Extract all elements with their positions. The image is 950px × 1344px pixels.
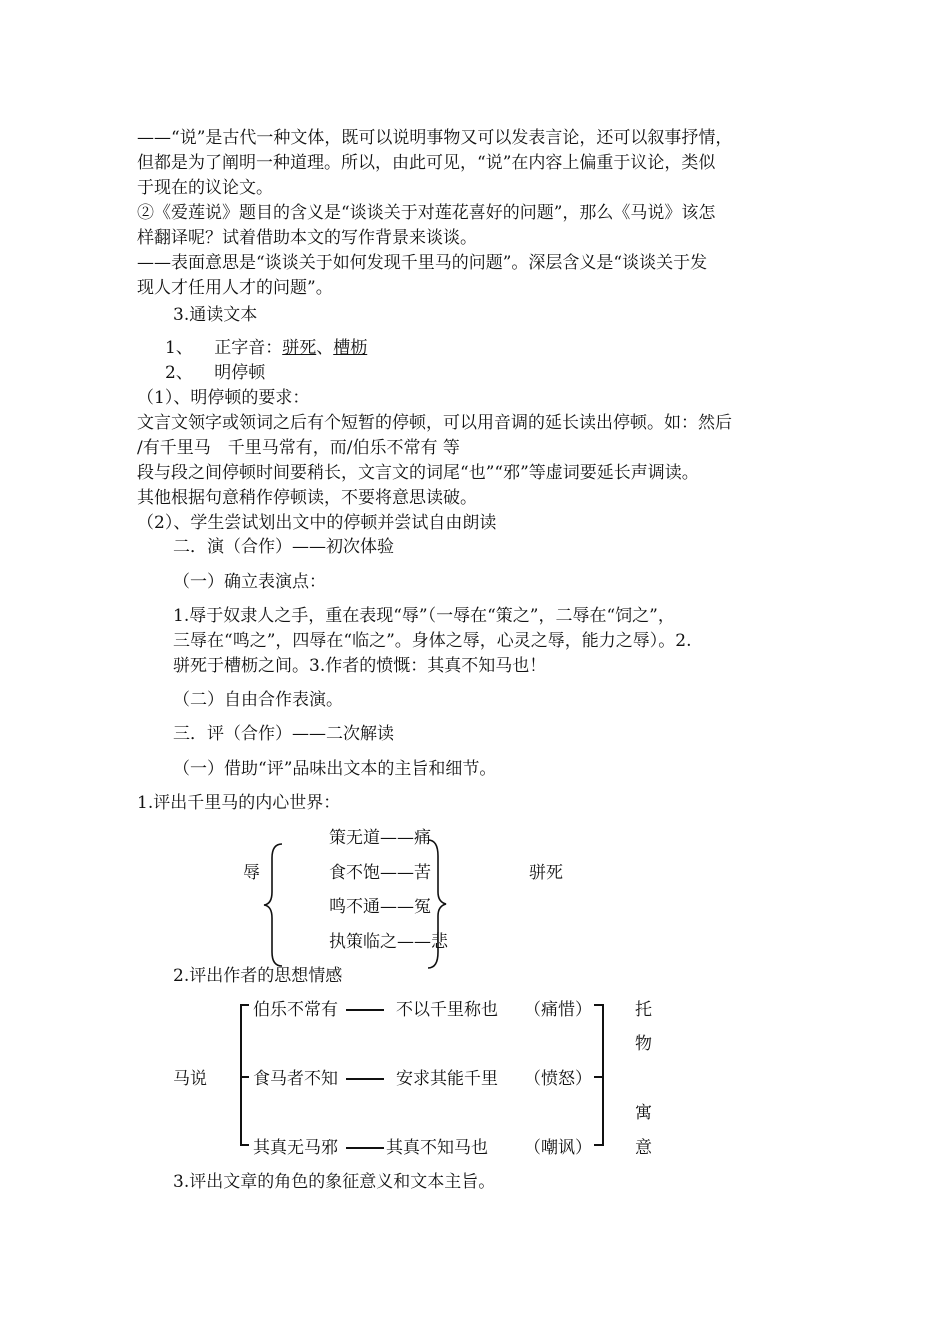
paragraph-line: 1.评出千里马的内心世界： [137, 793, 341, 813]
paragraph-line: 文言文领字或领词之后有个短暂的停顿，可以用音调的延长读出停顿。如：然后 [137, 413, 732, 433]
bracket-tick [240, 1144, 249, 1146]
subsection-heading: （一）确立表演点： [173, 572, 326, 592]
paragraph-line: 其他根据句意稍作停顿读，不要将意思读破。 [137, 488, 477, 508]
list-number: 1、 [165, 338, 193, 358]
diagram-left-label: 辱 [243, 863, 260, 883]
paragraph-line: （1）、明停顿的要求： [137, 388, 310, 408]
connector-line [346, 1147, 384, 1149]
diagram-item: 执策临之——悲 [329, 932, 448, 952]
bracket-tick [594, 1076, 604, 1078]
paragraph-line: ——“说”是古代一种文体，既可以说明事物又可以发表言论，还可以叙事抒情， [137, 128, 733, 148]
paragraph-line: ②《爱莲说》题目的含义是“谈谈关于对莲花喜好的问题”，那么《马说》该怎 [137, 203, 716, 223]
paragraph-line: 现人才任用人才的问题”。 [137, 278, 333, 298]
right-bracket [602, 1004, 604, 1146]
paragraph-line: 样翻译呢？试着借助本文的写作背景来谈谈。 [137, 228, 477, 248]
underlined-word: 槽枥 [333, 338, 368, 358]
paragraph-line: /有千里马 千里马常有，而/伯乐不常有 等 [137, 438, 460, 458]
paragraph-line: 于现在的议论文。 [137, 178, 273, 198]
diagram-item: 策无道——痛 [329, 828, 431, 848]
left-brace-icon [262, 842, 284, 968]
list-label: 正字音： [214, 338, 283, 358]
bracket-tick [594, 1144, 604, 1146]
paragraph-line: 三辱在“鸣之”，四辱在“临之”。身体之辱，心灵之辱，能力之辱）。2. [173, 631, 692, 651]
row-left-text: 伯乐不常有 [253, 1000, 338, 1020]
diagram-item: 食不饱——苦 [329, 863, 431, 883]
left-bracket [240, 1004, 242, 1146]
paragraph-line: 段与段之间停顿时间要稍长，文言文的词尾“也”“邪”等虚词要延长声调读。 [137, 463, 699, 483]
side-character: 寓 [635, 1103, 652, 1123]
side-character: 托 [635, 1000, 652, 1020]
list-label: 明停顿 [214, 363, 266, 383]
section-heading: 三．评（合作）——二次解读 [173, 724, 394, 744]
list-item [165, 361, 265, 385]
bracket-tick [240, 1076, 249, 1078]
paragraph-line: 2.评出作者的思想情感 [173, 966, 343, 986]
paragraph-line: 但都是为了阐明一种道理。所以，由此可见，“说”在内容上偏重于议论，类似 [137, 153, 716, 173]
side-character: 物 [635, 1034, 652, 1054]
paragraph-line: 1.辱于奴隶人之手，重在表现“辱”（一辱在“策之”，二辱在“饲之”， [173, 606, 675, 626]
row-left-text: 其真无马邪 [253, 1138, 338, 1158]
row-emotion: （愤怒） [524, 1069, 592, 1089]
section-heading: 3.通读文本 [173, 305, 258, 325]
diagram-right-label: 骈死 [529, 863, 563, 883]
paragraph-line: 3.评出文章的角色的象征意义和文本主旨。 [173, 1172, 496, 1192]
list-number: 2、 [165, 363, 193, 383]
paragraph-line: 骈死于槽枥之间。3.作者的愤慨：其真不知马也！ [173, 656, 547, 676]
side-character: 意 [635, 1138, 652, 1158]
row-right-text: 安求其能千里 [396, 1069, 498, 1089]
paragraph-line: ——表面意思是“谈谈关于如何发现千里马的问题”。深层含义是“谈谈关于发 [137, 253, 708, 273]
underlined-word: 骈死 [282, 338, 317, 358]
subsection-heading: （一）借助“评”品味出文本的主旨和细节。 [173, 759, 497, 779]
diagram-item: 鸣不通——冤 [329, 897, 431, 917]
row-emotion: （痛惜） [524, 1000, 592, 1020]
connector-line [346, 1078, 384, 1080]
section-heading: 二．演（合作）——初次体验 [173, 537, 394, 557]
paragraph-line: （2）、学生尝试划出文中的停顿并尝试自由朗读 [137, 513, 497, 533]
list-item [165, 336, 367, 360]
separator: 、 [316, 338, 334, 358]
row-left-text: 食马者不知 [253, 1069, 338, 1089]
diagram-label: 马说 [173, 1069, 207, 1089]
bracket-tick [594, 1004, 604, 1006]
connector-line [346, 1009, 384, 1011]
row-right-text: 不以千里称也 [396, 1000, 498, 1020]
subsection-heading: （二）自由合作表演。 [173, 690, 343, 710]
bracket-tick [240, 1004, 249, 1006]
row-emotion: （嘲讽） [524, 1138, 592, 1158]
row-right-text: 其真不知马也 [386, 1138, 488, 1158]
right-brace-icon [426, 838, 448, 970]
